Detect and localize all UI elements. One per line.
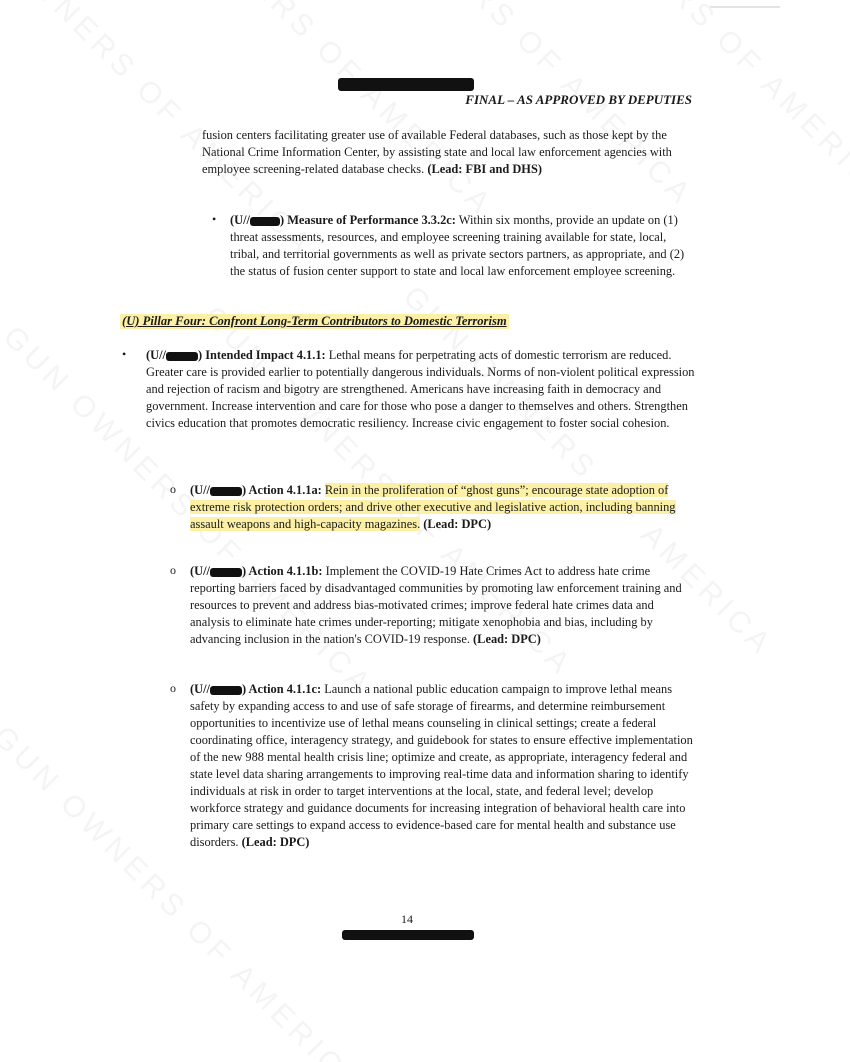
action-text: Launch a national public education campaign to improve lethal means safety by expanding access to and use of safe storage of firearms, and determine reimbursement opportunities to incentivize use of lethal means counseling in clinical settings; create a federal coordinating office, interagency strategy, and guidebook for states to ensure effective implementation of the new 988 mental health crisis line; optimize and create, as appropriate, interagency federal and state level data sharing arrangements to improving real-time data and information sharing to identify individuals at risk in order to target interventions at the local, state, and federal level; develop workforce strategy and guidance documents for increasing integration of behavioral health care into primary care settings to expand access to evidence-based care for mental health and substance use disorders. [190, 682, 693, 849]
action-paragraph [190, 681, 700, 851]
approval-header: FINAL – AS APPROVED BY DEPUTIES [465, 92, 692, 107]
scan-mark [710, 6, 780, 8]
pillar-heading: (U) Pillar Four: Confront Long-Term Contributors to Domestic Terrorism [122, 314, 507, 328]
classification-redaction [338, 78, 474, 91]
redaction-mark [210, 568, 242, 577]
action-text: Implement the COVID-19 Hate Crimes Act to address hate crime reporting barriers faced by disadvantaged communities by promoting law enforcement training and resources to prevent and address bias-motivated crimes; improve federal hate crimes data and analysis to eliminate hate crimes under-reporting; mitigate xenophobia and bias, including by advancing inclusion in the nation's COVID-19 response. [190, 564, 682, 646]
impact-prefix: (U// [146, 348, 166, 362]
impact-title: ) Intended Impact 4.1.1: [197, 348, 326, 362]
action-prefix: (U// [190, 682, 210, 696]
bullet-dot: • [212, 212, 217, 226]
action-title: ) Action 4.1.1a: [241, 483, 322, 497]
classification-redaction [342, 930, 474, 940]
page-number: 14 [401, 912, 413, 926]
impact-text: Lethal means for perpetrating acts of domestic terrorism are reduced. Greater care is provided earlier to potentially dangerous individuals. Norms of non-violent political expression and rejection of racism and bigotry are strengthened. Americans have increasing faith in democracy and government. Increase intervention and care for those who pose a danger to themselves and others. Strengthen civics education that promotes democratic resiliency. Increase civic engagement to foster social cohesion. [146, 348, 695, 430]
measure-text: Within six months, provide an update on (1) threat assessments, resources, and employee screening training available for state, local, tribal, and territorial governments as well as private sectors partners, as appropriate, and (2) the status of fusion center support to state and local law enforcement employee screening. [230, 213, 685, 278]
action-paragraph [190, 482, 698, 533]
circle-bullet: o [170, 681, 176, 695]
intro-paragraph [202, 127, 694, 178]
circle-bullet: o [170, 482, 176, 496]
action-lead: (Lead: DPC) [238, 835, 310, 849]
action-prefix: (U// [190, 564, 210, 578]
impact-paragraph [146, 347, 696, 432]
redaction-mark [210, 487, 242, 496]
measure-title: ) Measure of Performance 3.3.2c: [279, 213, 456, 227]
action-prefix: (U// [190, 483, 210, 497]
action-lead: (Lead: DPC) [420, 517, 492, 531]
measure-paragraph [230, 212, 692, 280]
measure-prefix: (U// [230, 213, 250, 227]
watermark-text [116, 0, 500, 224]
action-title: ) Action 4.1.1c: [241, 682, 322, 696]
intro-text: fusion centers facilitating greater use of available Federal databases, such as those kept by the National Crime Information Center, by assisting state and local law enforcement agencies with employee screening-related database checks. [202, 128, 672, 176]
action-title: ) Action 4.1.1b: [241, 564, 323, 578]
circle-bullet: o [170, 563, 176, 577]
action-paragraph [190, 563, 690, 648]
intro-lead: (Lead: FBI and DHS) [427, 162, 542, 176]
redaction-mark [166, 352, 198, 361]
redaction-mark [210, 686, 242, 695]
bullet-dot: • [122, 347, 127, 361]
action-lead: (Lead: DPC) [469, 632, 541, 646]
action-highlighted-text: Rein in the proliferation of “ghost guns”; encourage state adoption of extreme risk protection orders; and drive other executive and legislative action, including banning assault weapons and high-capacity magazines. [190, 483, 676, 531]
redaction-mark [250, 217, 280, 226]
